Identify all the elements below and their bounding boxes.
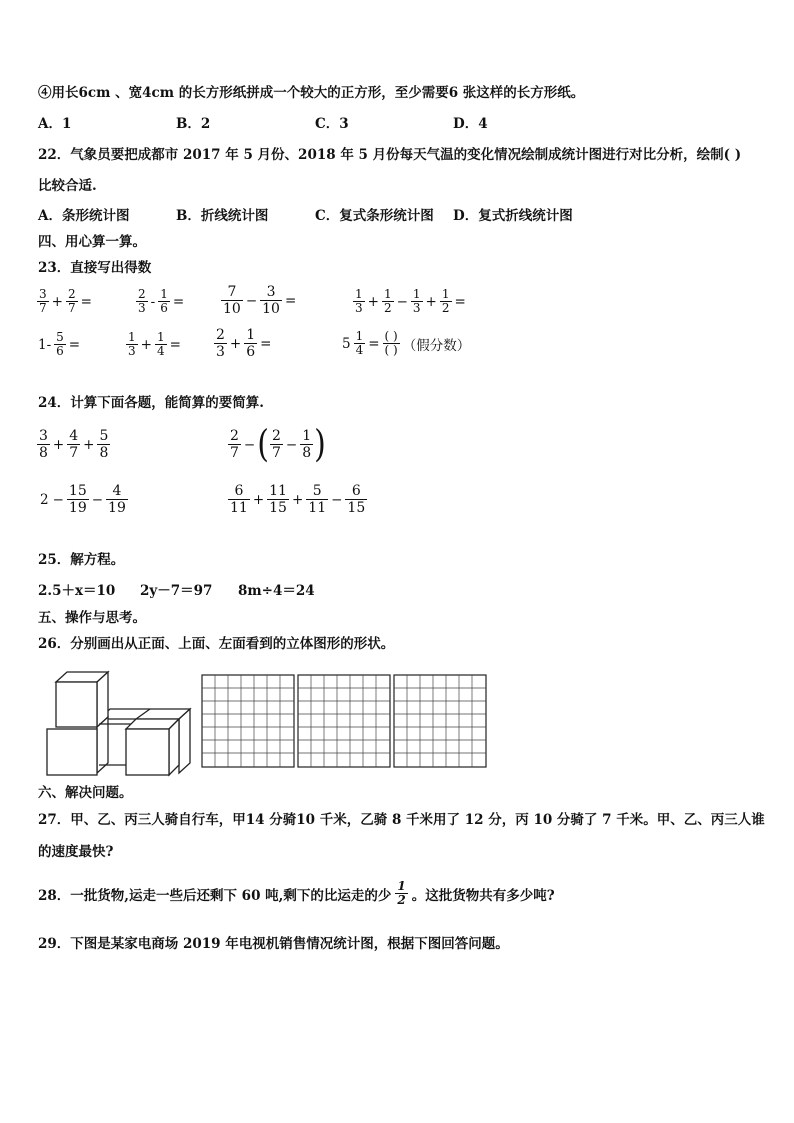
fraction: $\frac{4}{7}$ (69, 428, 79, 461)
fraction: $\frac{1}{2}$ (397, 879, 406, 907)
question-circled-text: 用长6cm 、宽4cm 的长方形纸拼成一个较大的正方形，至少需要6 张这样的长方形纸。 (51, 85, 585, 101)
q23-expr-2: $\frac{2}{3}$ - $\frac{1}{6}$ = (138, 287, 185, 315)
q24-expr-2: $\frac{2}{7}$ − ( $\frac{2}{7}$ − $\frac{1}{8}$ ) (230, 422, 326, 466)
q24-expr-1: $\frac{3}{8}$ + $\frac{4}{7}$ + $\frac{5}{8}$ (39, 428, 109, 461)
cube-figure (44, 667, 194, 777)
fraction: $\frac{4}{19}$ (108, 483, 126, 516)
question-24-title: 24．计算下面各题，能简算的要简算. (38, 395, 264, 411)
equation-1: 2.5＋x＝10 (38, 583, 116, 599)
question-28 (38, 880, 555, 907)
fraction: $\frac{1}{3}$ (355, 287, 363, 315)
section-5-heading: 五、操作与思考。 (38, 610, 146, 626)
q23-expr-7: $\frac{2}{3}$ + $\frac{1}{6}$ = (216, 327, 272, 360)
q23-expr-4: $\frac{1}{3}$ + $\frac{1}{2}$ − $\frac{1}{3}$ + $\frac{1}{2}$ = (355, 287, 466, 315)
fraction: $\frac{3}{8}$ (39, 428, 48, 461)
fraction: $\frac{2}{3}$ (138, 287, 146, 315)
question-circled-line (38, 84, 584, 102)
question-28-before: 28．一批货物,运走一些后还剩下 60 吨,剩下的比运走的少 (38, 887, 392, 904)
improper-fraction-note: （假分数） (402, 337, 471, 354)
fraction: $\frac{( )}{( )}$ (384, 329, 398, 357)
top-view-grid[interactable] (297, 674, 391, 768)
fraction: $\frac{2}{7}$ (271, 428, 281, 461)
q23-expr-6: $\frac{1}{3}$ + $\frac{1}{4}$ = (128, 330, 181, 358)
q22-option-c: C．复式条形统计图 (315, 208, 434, 224)
fraction: $\frac{1}{8}$ (302, 428, 312, 461)
q23-expr-1: $\frac{3}{7}$ + $\frac{2}{7}$ = (39, 287, 92, 315)
fraction: $\frac{1}{6}$ (160, 287, 168, 315)
fraction: $\frac{3}{10}$ (262, 284, 280, 317)
question-22-line2: 比较合适. (38, 178, 97, 194)
fraction: $\frac{1}{3}$ (412, 287, 421, 315)
section-4-heading: 四、用心算一算。 (38, 234, 146, 250)
fraction: $\frac{1}{2}$ (383, 287, 392, 315)
right-paren: ) (314, 422, 326, 466)
fraction: $\frac{6}{15}$ (347, 483, 366, 516)
fraction: $\frac{2}{7}$ (67, 287, 76, 315)
q22-option-a: A．条形统计图 (38, 208, 130, 224)
fraction: $\frac{6}{11}$ (230, 483, 248, 516)
option-b: B．2 (176, 116, 211, 132)
equation-2: 2y－7＝97 (140, 583, 213, 599)
question-22-line1: 22．气象员要把成都市 2017 年 5 月份、2018 年 5 月份每天气温的变化情况绘制成统计图进行对比分析，绘制( ) (38, 147, 742, 163)
section-6-heading: 六、解决问题。 (38, 785, 133, 801)
question-25-title: 25．解方程。 (38, 552, 125, 568)
question-27-line2: 的速度最快? (38, 844, 114, 860)
fraction: $\frac{5}{6}$ (56, 330, 64, 358)
option-d: D．4 (453, 116, 488, 132)
option-c: C．3 (315, 116, 349, 132)
fraction: $\frac{15}{19}$ (68, 483, 87, 516)
q23-expr-8: 5 $\frac{1}{4}$ = $\frac{( )}{( )}$ （假分数） (342, 329, 471, 357)
fraction: $\frac{2}{7}$ (230, 428, 239, 461)
q22-option-d: D．复式折线统计图 (453, 208, 573, 224)
fraction: $\frac{1}{4}$ (156, 330, 165, 358)
q24-expr-3: 2 − $\frac{15}{19}$ − $\frac{4}{19}$ (40, 483, 126, 516)
question-26-title: 26．分别画出从正面、上面、左面看到的立体图形的形状。 (38, 636, 395, 652)
question-27-line1: 27．甲、乙、丙三人骑自行车，甲14 分骑10 千米，乙骑 8 千米用了 12 分，丙 10 分骑了 7 千米。甲、乙、丙三人谁 (38, 812, 765, 828)
question-29: 29．下图是某家电商场 2019 年电视机销售情况统计图，根据下图回答问题。 (38, 936, 509, 952)
left-view-grid[interactable] (393, 674, 487, 768)
fraction: $\frac{1}{2}$ (441, 287, 450, 315)
fraction: $\frac{1}{3}$ (128, 330, 136, 358)
front-view-grid[interactable] (201, 674, 295, 768)
equation-3: 8m÷4＝24 (238, 583, 315, 599)
fraction: $\frac{7}{10}$ (223, 284, 241, 317)
q23-expr-5: 1- $\frac{5}{6}$ = (38, 330, 81, 358)
fraction: $\frac{2}{3}$ (216, 327, 225, 360)
fraction: $\frac{1}{6}$ (246, 327, 256, 360)
fraction: $\frac{11}{15}$ (269, 483, 287, 516)
left-paren: ( (257, 422, 269, 466)
question-23-title: 23．直接写出得数 (38, 260, 152, 276)
fraction: $\frac{3}{7}$ (39, 287, 47, 315)
circled-number: ④ (38, 85, 52, 101)
q24-expr-4: $\frac{6}{11}$ + $\frac{11}{15}$ + $\frac{5}{11}$ − $\frac{6}{15}$ (230, 483, 366, 516)
fraction: $\frac{1}{4}$ (355, 329, 364, 357)
q22-option-b: B．折线统计图 (176, 208, 269, 224)
q23-expr-3: $\frac{7}{10}$ − $\frac{3}{10}$ = (223, 284, 297, 317)
fraction: $\frac{5}{8}$ (99, 428, 109, 461)
fraction: $\frac{5}{11}$ (308, 483, 327, 516)
question-28-after: 。这批货物共有多少吨? (411, 887, 555, 904)
option-a: A．1 (38, 116, 72, 132)
